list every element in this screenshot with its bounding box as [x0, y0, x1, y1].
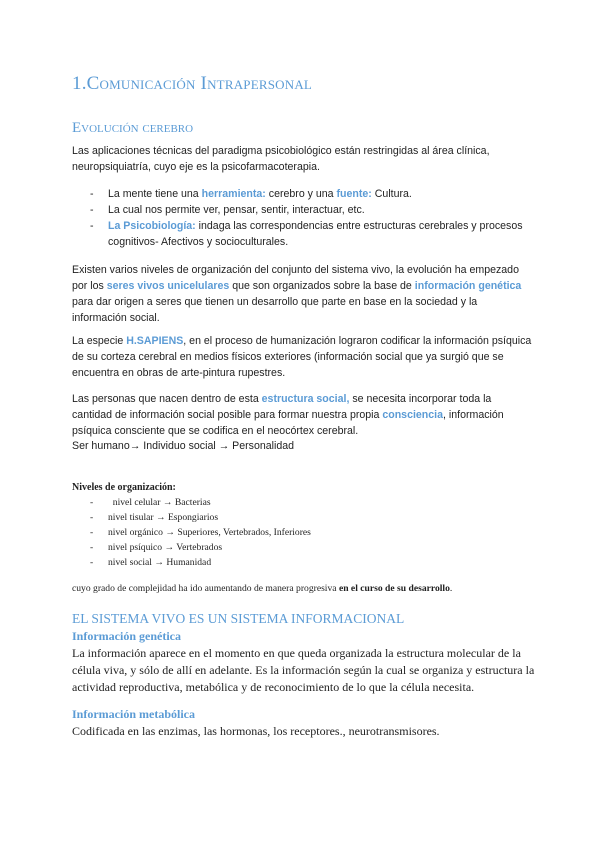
text-run: se necesita incorporar toda la cantidad de información social posible para formar nuestra propia — [72, 393, 492, 421]
list-item-text: nivel social → Humanidad — [108, 557, 212, 568]
page-title: 1.Comunicación Intrapersonal — [72, 73, 313, 94]
bullet-text — [108, 202, 530, 218]
bullet-dash: - — [90, 497, 94, 508]
list-item-text: nivel celular → Bacterias — [108, 497, 211, 508]
bullet-item — [90, 186, 530, 202]
genetic-info-paragraph: La información aparece en el momento en que queda organizada la estructura molecular de la célula viva, y sólo de allí en adelante. Es la información según la cual se organiza y estructura la actividad reproductiva, metabólica y de reconocimiento de lo que la célula necesita. — [72, 646, 535, 694]
paragraph-social — [72, 391, 532, 439]
list-item-text: nivel psíquico → Vertebrados — [108, 542, 223, 553]
text-run: , en el proceso de humanización lograron codificar la información psíquica de su corteza cerebral en medios físicos exteriores (información social que ya surgió que se encuentra en obras de arte-pintura rupestres. — [72, 335, 532, 379]
text-run: que son organizados sobre la base de — [229, 280, 415, 292]
highlight-term: estructura social, — [261, 393, 350, 405]
metabolic-info-heading: Información metabólica — [72, 707, 195, 721]
highlight-term: fuente: — [336, 188, 372, 200]
bullet-dash: - — [90, 512, 94, 523]
metabolic-info-paragraph: Codificada en las enzimas, las hormonas, los receptores., neurotransmisores. — [72, 724, 440, 738]
text-run: La cual nos permite ver, pensar, sentir, interactuar, etc. — [108, 204, 365, 216]
bullet-dash: - — [90, 527, 94, 538]
list-item — [90, 512, 218, 523]
intro-paragraph: Las aplicaciones técnicas del paradigma psicobiológico están restringidas al área clínica, neuropsiquiatría, cuyo eje es la psicofarmacoterapia. — [72, 145, 490, 173]
list-item-text: nivel tisular → Espongiarios — [108, 512, 219, 523]
bullet-dash: - — [90, 204, 94, 216]
bullet-item — [90, 218, 530, 250]
list-item-text: nivel orgánico → Superiores, Vertebrados, Inferiores — [108, 527, 311, 538]
highlight-term: La Psicobiología: — [108, 220, 196, 232]
list-item — [90, 557, 211, 568]
bullet-dash: - — [90, 220, 94, 232]
bullet-text — [108, 218, 530, 250]
text-run: . — [449, 583, 453, 594]
text-run: La mente tiene una — [108, 188, 202, 200]
highlight-term: herramienta: — [201, 188, 266, 200]
text-run: Cultura. — [371, 188, 412, 200]
paragraph-chain: Ser humano→ Individuo social → Personalidad — [72, 440, 295, 452]
section-heading: Evolución cerebro — [72, 120, 194, 136]
bold-run: en el curso de su desarrollo — [338, 583, 450, 594]
text-run: cuyo grado de complejidad ha ido aumentando de manera progresiva — [72, 583, 339, 594]
text-run: La especie — [72, 335, 127, 347]
list-item — [90, 497, 211, 508]
paragraph-sapiens — [72, 333, 532, 381]
genetic-info-heading: Información genética — [72, 629, 181, 643]
bullet-text — [108, 186, 530, 202]
bullet-dash: - — [90, 557, 94, 568]
text-run: Las personas que nacen dentro de esta — [72, 393, 262, 405]
text-run: , información psíquica consciente que se codifica en el neocórtex cerebral. — [72, 409, 504, 437]
text-run: cerebro y una — [265, 188, 337, 200]
bullet-dash: - — [90, 188, 94, 200]
text-run: indaga las correspondencias entre estructuras cerebrales y procesos cognitivos- Afectivos y socioculturales. — [108, 220, 523, 248]
highlight-term: seres vivos unicelulares — [106, 280, 230, 292]
highlight-term: H.SAPIENS — [126, 335, 184, 347]
system-heading: EL SISTEMA VIVO ES UN SISTEMA INFORMACIONAL — [72, 611, 405, 626]
list-item — [90, 542, 222, 553]
highlight-term: consciencia — [382, 409, 443, 421]
paragraph-levels — [72, 262, 532, 326]
text-run: Existen varios niveles de organización del conjunto del sistema vivo, la evolución ha empezado por los — [72, 264, 519, 292]
bullet-dash: - — [90, 542, 94, 553]
text-run: para dar origen a seres que tienen un desarrollo que parte en base en la sociedad y la información social. — [72, 296, 478, 324]
bullet-item — [90, 202, 530, 218]
levels-title: Niveles de organización: — [72, 482, 176, 493]
list-item — [90, 527, 311, 538]
complexity-sentence — [72, 583, 452, 594]
highlight-term: información genética — [414, 280, 522, 292]
